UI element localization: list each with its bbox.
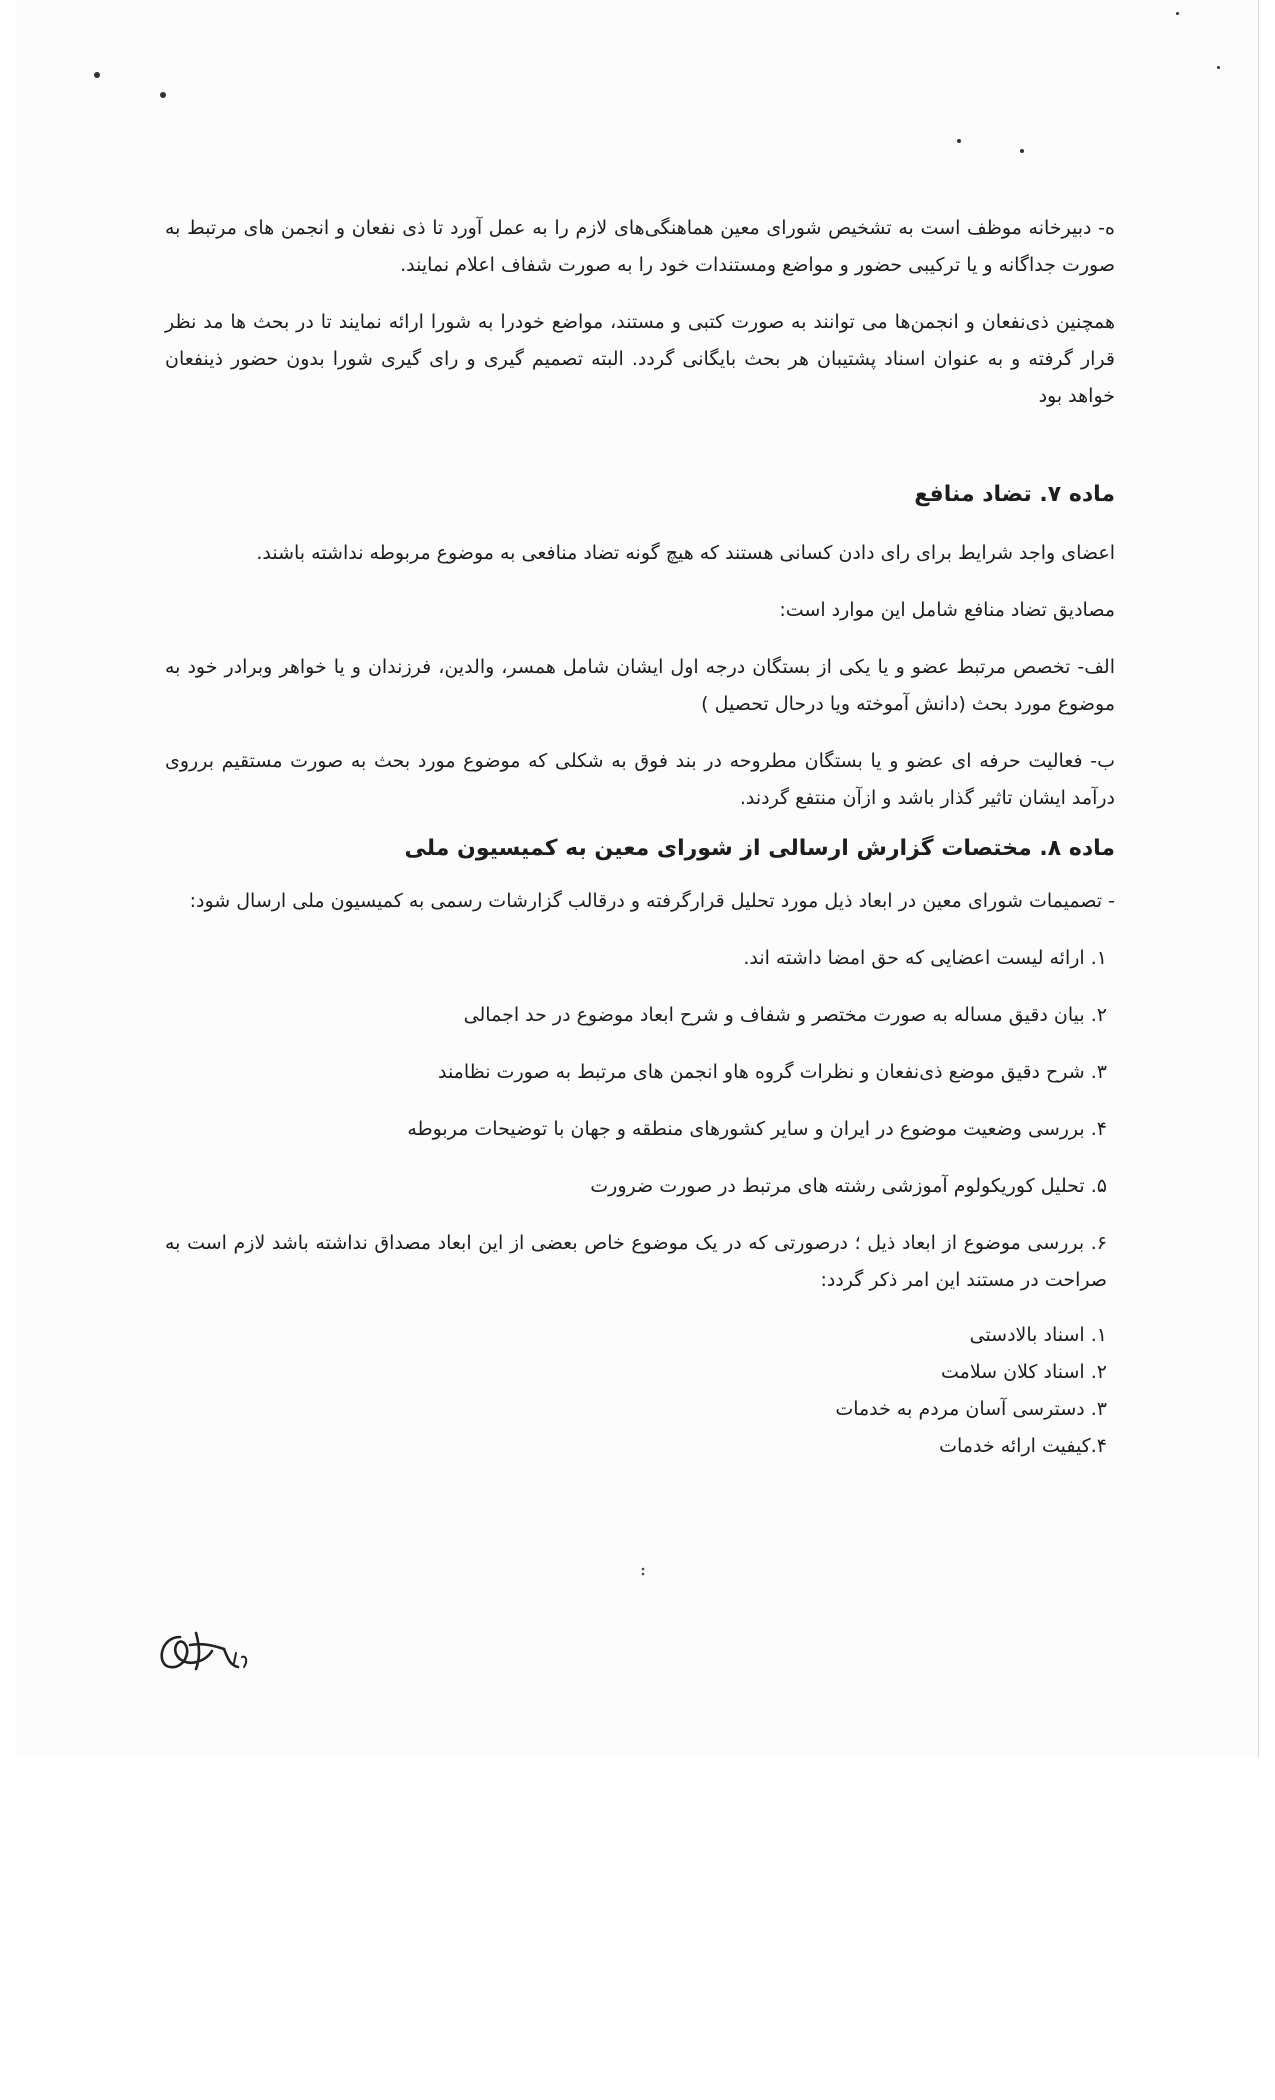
list-item: [165, 1225, 1115, 1299]
article-7-title: ماده ۷. تضاد منافع: [914, 482, 1115, 507]
signature: [150, 1625, 260, 1685]
sub-list-item-text: ۳. دسترسی آسان مردم به خدمات: [835, 1398, 1107, 1420]
scan-speck: [1020, 149, 1024, 153]
sub-list-item-text: ۴.کیفیت ارائه خدمات: [939, 1435, 1107, 1457]
list-item: [165, 1168, 1115, 1205]
sub-list-item: [165, 1428, 1115, 1465]
list-item: [165, 940, 1115, 977]
article-7-clause-be: ب- فعالیت حرفه ای عضو و یا بستگان مطروحه در بند فوق به شکلی که موضوع مورد بحث به صورت مستقیم برروی درآمد ایشان تاثیر گذار باشد و ازآن منتفع گردند.: [165, 750, 1115, 809]
article-7-clause-alef: الف- تخصص مرتبط عضو و یا یکی از بستگان درجه اول ایشان شامل همسر، والدین، فرزندان و یا خواهر وبرادر خود به موضوع مورد بحث (دانش آموخته ویا درحال تحصیل ): [165, 656, 1115, 715]
list-item-text: ۱. ارائه لیست اعضایی که حق امضا داشته اند.: [743, 947, 1107, 969]
list-item: [165, 997, 1115, 1034]
scan-speck: [94, 72, 100, 78]
document-body: [165, 210, 1115, 1465]
list-item-text: ۵. تحلیل کوریکولوم آموزشی رشته های مرتبط در صورت ضرورت: [590, 1175, 1107, 1197]
list-item: [165, 1054, 1115, 1091]
sub-list-item: [165, 1354, 1115, 1391]
article-8-list: [165, 940, 1115, 1299]
sub-list-item-text: ۲. اسناد کلان سلامت: [941, 1361, 1107, 1383]
paragraph-e: ه- دبیرخانه موظف است به تشخیص شورای معین هماهنگی‌های لازم را به عمل آورد تا ذی نفعان و انجمن های مرتبط به صورت جداگانه و یا ترکیبی حضور و مواضع ومستندات خود را به صورت شفاف اعلام نمایند.: [165, 217, 1115, 276]
article-8-title: ماده ۸. مختصات گزارش ارسالی از شورای معین به کمیسیون ملی: [404, 836, 1115, 861]
center-mark-icon: [638, 1566, 648, 1578]
list-item-text: ۲. بیان دقیق مساله به صورت مختصر و شفاف و شرح ابعاد موضوع در حد اجمالی: [463, 1004, 1107, 1026]
sub-list-item: [165, 1317, 1115, 1354]
scan-speck: [1217, 66, 1220, 69]
scan-speck: [957, 139, 961, 143]
scan-speck: [1176, 12, 1179, 15]
article-8-sub-list: [165, 1317, 1115, 1465]
article-7-paragraph-2: مصادیق تضاد منافع شامل این موارد است:: [779, 599, 1115, 621]
paragraph-stakeholders: همچنین ذی‌نفعان و انجمن‌ها می توانند به صورت کتبی و مستند، مواضع خودرا به شورا ارائه نمایند تا در بحث ها مد نظر قرار گرفته و به عنوان اسناد پشتیبان هر بحث بایگانی گردد. البته تصمیم گیری و رای گیری شورا بدون حضور ذینفعان خواهد بود: [165, 311, 1115, 407]
scan-speck: [160, 92, 166, 98]
article-8-intro: - تصمیمات شورای معین در ابعاد ذیل مورد تحلیل قرارگرفته و درقالب گزارشات رسمی به کمیسیون ملی ارسال شود:: [189, 890, 1115, 912]
list-item: [165, 1111, 1115, 1148]
sub-list-item-text: ۱. اسناد بالادستی: [969, 1324, 1107, 1346]
list-item-text: ۶. بررسی موضوع از ابعاد ذیل ؛ درصورتی که در یک موضوع خاص بعضی از این ابعاد مصداق نداشته باشد لازم است به صراحت در مستند این امر ذکر گردد:: [165, 1232, 1107, 1291]
list-item-text: ۳. شرح دقیق موضع ذی‌نفعان و نظرات گروه هاو انجمن های مرتبط به صورت نظامند: [437, 1061, 1107, 1083]
article-7-paragraph-1: اعضای واجد شرایط برای رای دادن کسانی هستند که هیچ گونه تضاد منافعی به موضوع مربوطه نداشته باشند.: [256, 542, 1115, 564]
sub-list-item: [165, 1391, 1115, 1428]
list-item-text: ۴. بررسی وضعیت موضوع در ایران و سایر کشورهای منطقه و جهان با توضیحات مربوطه: [407, 1118, 1107, 1140]
